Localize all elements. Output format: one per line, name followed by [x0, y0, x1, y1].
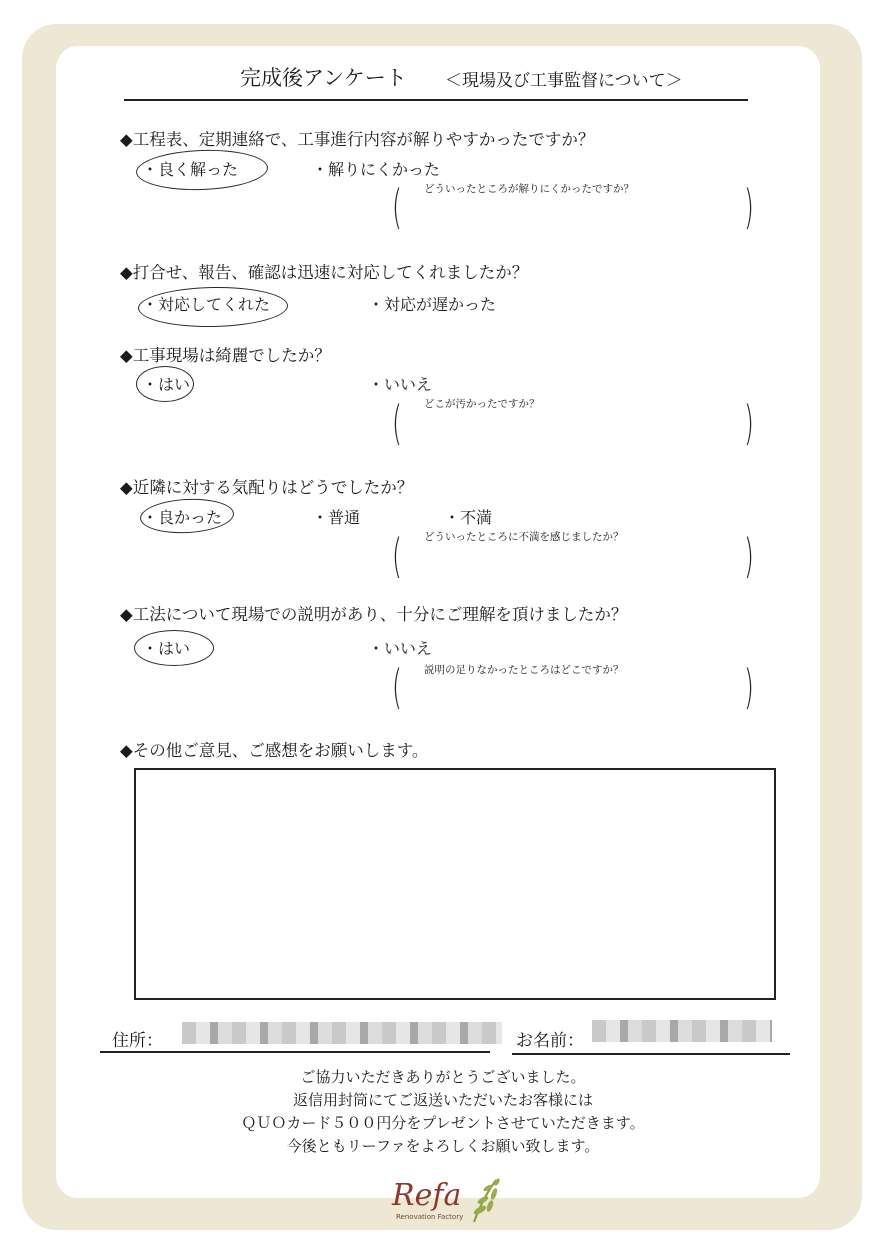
q1-hint: どういったところが解りにくかったですか？ — [424, 183, 634, 195]
q4-left-paren: ( — [392, 529, 402, 583]
q4-option-2[interactable]: ・普通 — [312, 508, 361, 527]
q3-right-paren: ) — [744, 396, 754, 450]
question-4: ◆近隣に対する気配りはどうでしたか？ — [120, 478, 414, 497]
q3-option-2[interactable]: ・いいえ — [368, 375, 433, 394]
title-underline — [124, 99, 748, 101]
leaf-icon — [468, 1176, 502, 1224]
q5-selected-circle — [134, 630, 214, 666]
question-6: ◆その他ご意見、ご感想をお願いします。 — [120, 741, 429, 760]
q4-right-paren: ) — [744, 529, 754, 583]
q1-option-2[interactable]: ・解りにくかった — [312, 160, 441, 179]
name-line — [512, 1053, 790, 1055]
question-1: ◆工程表、定期連絡で、工事進行内容が解りやすかったですか？ — [120, 130, 595, 149]
address-label: 住所： — [112, 1031, 163, 1051]
q1-right-paren: ) — [744, 180, 754, 234]
footer-line-2: 返信用封筒にてご返送いただいたお客様には — [292, 1091, 593, 1109]
q2-option-1[interactable]: ・対応してくれた — [142, 295, 271, 314]
q4-option-1[interactable]: ・良かった — [142, 508, 223, 527]
question-2: ◆打合せ、報告、確認は迅速に対応してくれましたか？ — [120, 263, 529, 282]
q1-left-paren: ( — [392, 180, 402, 234]
footer-thanks: ご協力いただきありがとうございました。 — [300, 1068, 586, 1086]
q5-left-paren: ( — [392, 660, 402, 714]
footer-line-3: ＱＵＯカード５００円分をプレゼントさせていただきます。 — [241, 1114, 645, 1132]
name-redacted — [592, 1020, 772, 1042]
brand-tagline: Renovation Factory — [396, 1213, 464, 1221]
question-3: ◆工事現場は綺麗でしたか？ — [120, 346, 331, 365]
q5-hint: 説明の足りなかったところはどこですか？ — [424, 664, 624, 676]
brand-logo: Refa — [392, 1178, 462, 1213]
question-5: ◆工法について現場での説明があり、十分にご理解を頂けましたか？ — [120, 605, 628, 624]
q4-option-3[interactable]: ・不満 — [444, 508, 493, 527]
q3-hint: どこが汚かったですか？ — [424, 398, 540, 410]
address-redacted — [182, 1022, 502, 1044]
q4-hint: どういったところに不満を感じましたか？ — [424, 531, 624, 543]
comment-box[interactable] — [134, 768, 776, 1000]
q5-right-paren: ) — [744, 660, 754, 714]
name-label: お名前： — [516, 1031, 584, 1051]
q1-option-1[interactable]: ・良く解った — [142, 160, 239, 179]
address-line — [100, 1051, 490, 1053]
page-title: 完成後アンケート — [240, 66, 407, 90]
q2-option-2[interactable]: ・対応が遅かった — [368, 295, 497, 314]
page-subtitle: ＜現場及び工事監督について＞ — [445, 71, 683, 91]
footer-line-4: 今後ともリーファをよろしくお願い致します。 — [286, 1137, 600, 1155]
q3-selected-circle — [136, 366, 194, 402]
q5-option-1[interactable]: ・はい — [142, 639, 191, 658]
q3-option-1[interactable]: ・はい — [142, 375, 191, 394]
q3-left-paren: ( — [392, 396, 402, 450]
q5-option-2[interactable]: ・いいえ — [368, 639, 433, 658]
